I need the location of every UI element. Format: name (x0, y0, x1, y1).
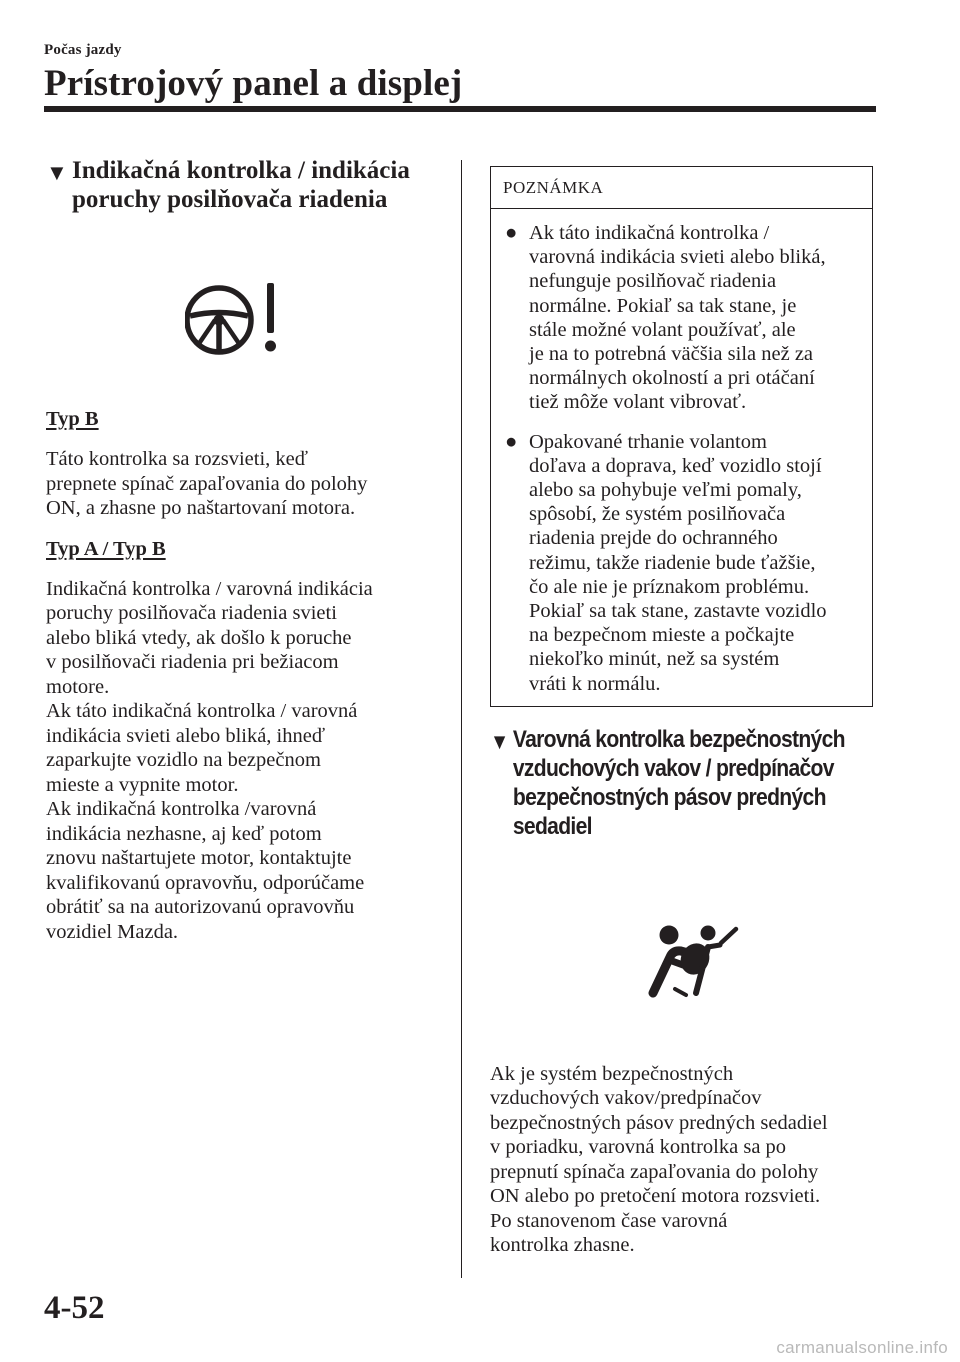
left-column (46, 156, 440, 944)
text-line: Po stanovenom čase varovná (490, 1209, 728, 1232)
airbag-heading (490, 725, 900, 841)
text-line: obrátiť sa na autorizovanú opravovňu (46, 896, 355, 918)
text-line: alebo bliká vtedy, ak došlo k poruche (46, 626, 352, 649)
heading-line: poruchy posilňovača riadenia (72, 186, 388, 213)
bullet-dot: ● (505, 222, 518, 244)
airbag-warning-icon (648, 923, 740, 1001)
text-line: bezpečnostných pásov predných sedadiel (490, 1111, 828, 1134)
typ-b-paragraph (46, 447, 440, 521)
power-steering-icon-wrap (46, 283, 440, 357)
text-line: Ak táto indikačná kontrolka / varovná (46, 700, 358, 722)
text-line: Ak táto indikačná kontrolka / (529, 222, 770, 244)
typ-b-label: Typ B (46, 408, 99, 430)
text-line: prepnutí spínača zapaľovania do polohy (490, 1160, 819, 1183)
airbag-icon-wrap (490, 923, 875, 1006)
text-line: Ak je systém bezpečnostných (490, 1062, 734, 1085)
heading-marker: ▼ (46, 160, 68, 185)
note-bullet-1 (501, 221, 862, 415)
bullet-dot: ● (505, 430, 518, 453)
heading-line: Indikačná kontrolka / indikácia (72, 157, 410, 184)
right-column (490, 166, 875, 1258)
text-line: kontrolka zhasne. (490, 1234, 635, 1257)
text-line: režimu, takže riadenie bude ťažšie, (529, 551, 816, 574)
text-line: Táto kontrolka sa rozsvieti, keď (46, 448, 309, 470)
typ-ab-label: Typ A / Typ B (46, 537, 166, 560)
text-line: spôsobí, že systém posilňovača (529, 503, 786, 526)
text-line: vráti k normálu. (529, 672, 661, 695)
typ-ab-paragraph (46, 577, 440, 945)
text-line: Pokiaľ sa tak stane, zastavte vozidlo (529, 600, 827, 623)
text-line: varovná indikácia svieti alebo bliká, (529, 246, 826, 269)
running-header-section: Počas jazdy (44, 42, 122, 58)
heading-line: sedadiel (512, 812, 592, 840)
page-number: 4-52 (44, 1290, 105, 1326)
page-title: Prístrojový panel a displej (44, 63, 463, 104)
heading-line: Varovná kontrolka bezpečnostných (512, 725, 845, 753)
text-line: riadenia prejde do ochranného (529, 527, 778, 550)
text-line: vzduchových vakov/predpínačov (490, 1087, 762, 1110)
text-line: ON, a zhasne po naštartovaní motora. (46, 497, 356, 519)
power-steering-heading (46, 156, 440, 214)
note-title: POZNÁMKA (491, 167, 872, 209)
steering-wheel-warning-icon (185, 283, 301, 357)
airbag-paragraph (490, 1062, 875, 1258)
text-line: kvalifikovanú opravovňu, odporúčame (46, 871, 365, 894)
text-line: alebo sa pohybuje veľmi pomaly, (529, 479, 802, 502)
heading-line: vzduchových vakov / predpínačov (512, 754, 834, 782)
text-line: indikácia nezhasne, aj keď potom (46, 822, 322, 845)
text-line: Ak indikačná kontrolka /varovná (46, 798, 317, 820)
column-divider (461, 160, 462, 1278)
text-line: niekoľko minút, než sa systém (529, 648, 780, 671)
watermark: carmanualsonline.info (776, 1338, 948, 1357)
text-line: normálne. Pokiaľ sa tak stane, je (529, 294, 797, 317)
note-body (491, 209, 872, 706)
text-line: poruchy posilňovača riadenia svieti (46, 602, 337, 624)
text-line: normálnych okolností a pri otáčaní (529, 367, 815, 390)
note-bullet-2 (501, 430, 862, 696)
text-line: je na to potrebná väčšia sila než za (529, 343, 814, 366)
text-line: vozidiel Mazda. (46, 920, 179, 943)
text-line: nefunguje posilňovač riadenia (529, 270, 777, 293)
note-box (490, 166, 873, 707)
heading-line: bezpečnostných pásov predných (512, 783, 826, 811)
text-line: indikácia svieti alebo bliká, ihneď (46, 724, 326, 747)
text-line: zaparkujte vozidlo na bezpečnom (46, 749, 321, 771)
text-line: znovu naštartujete motor, kontaktujte (46, 847, 352, 869)
text-line: na bezpečnom mieste a počkajte (529, 624, 795, 647)
text-line: Opakované trhanie volantom (529, 430, 767, 453)
text-line: Indikačná kontrolka / varovná indikácia (46, 577, 373, 600)
text-line: tiež môže volant vibrovať. (529, 391, 747, 414)
text-line: stále možné volant používať, ale (529, 318, 796, 341)
text-line: v poriadku, varovná kontrolka sa po (490, 1136, 787, 1159)
text-line: v posilňovači riadenia pri bežiacom (46, 651, 339, 673)
text-line: čo ale nie je príznakom problému. (529, 575, 810, 598)
header-rule (44, 106, 876, 112)
heading-marker: ▼ (490, 728, 509, 754)
text-line: ON alebo po pretočení motora rozsvieti. (490, 1185, 821, 1208)
text-line: doľava a doprava, keď vozidlo stojí (529, 454, 822, 477)
text-line: mieste a vypnite motor. (46, 773, 239, 796)
text-line: prepnete spínač zapaľovania do polohy (46, 472, 368, 495)
text-line: motore. (46, 675, 110, 698)
